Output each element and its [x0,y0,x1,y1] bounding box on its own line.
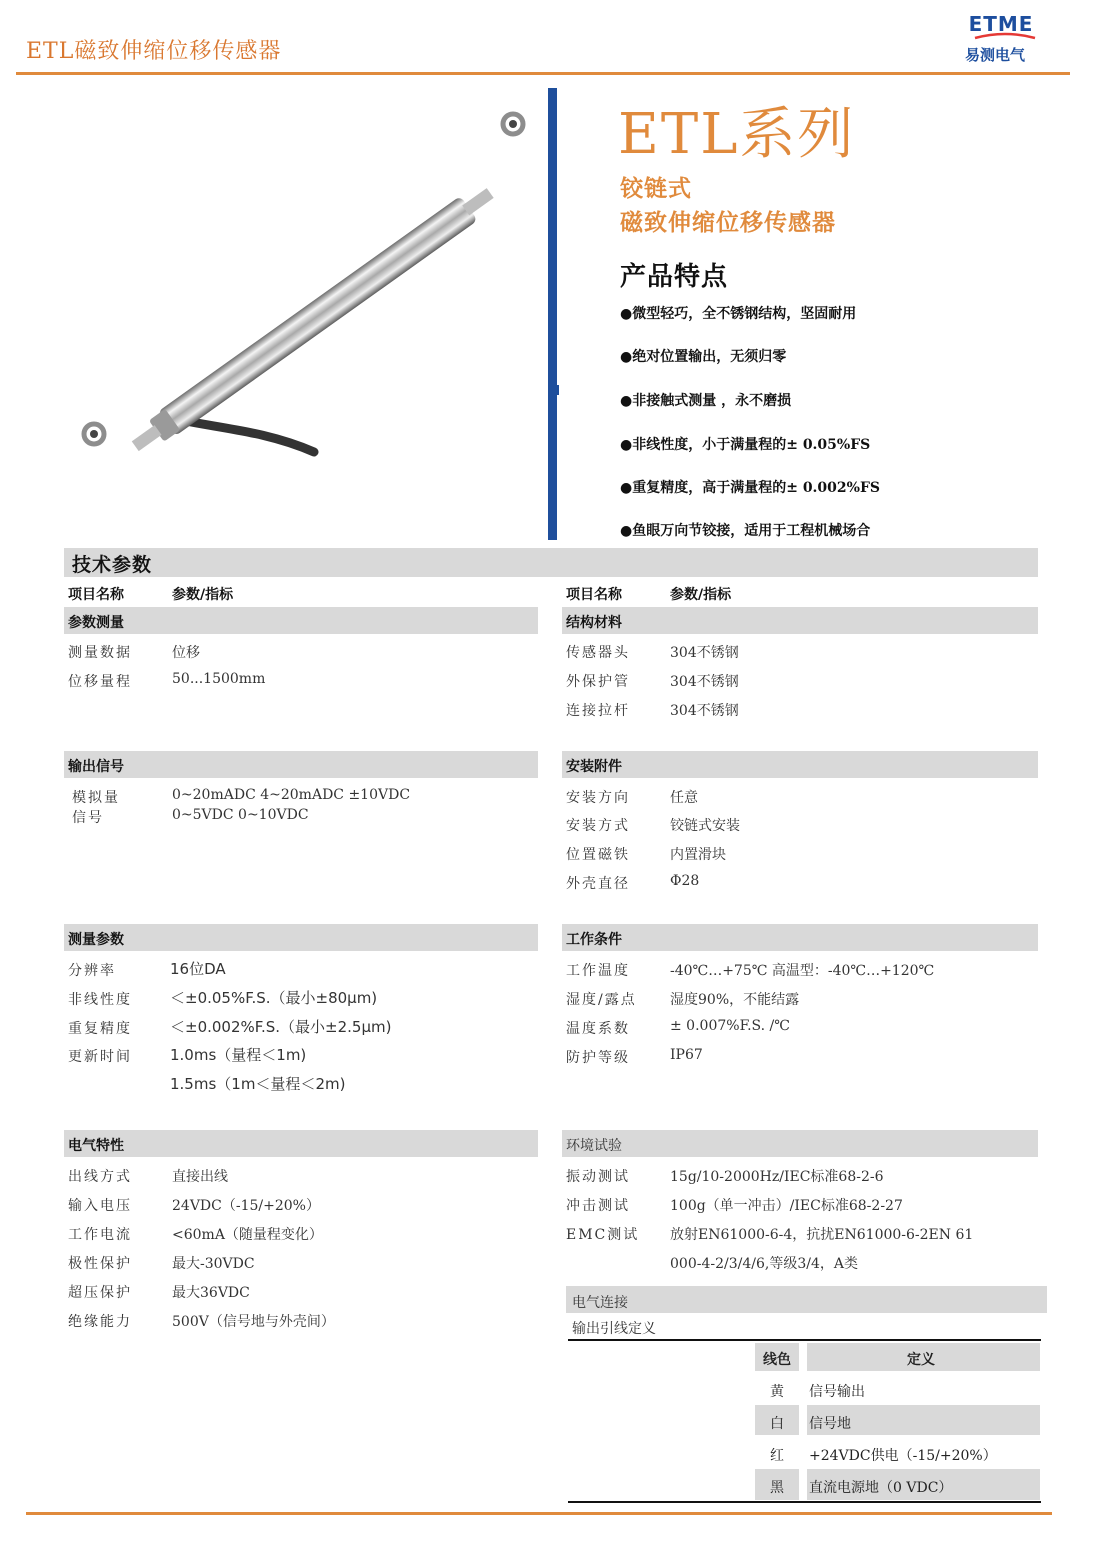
col-header-param: 参数/指标 [670,587,732,603]
accent-tick [556,385,559,395]
group-header-electrical: 电气特性 [64,1130,538,1157]
wire-color: 黑 [770,1480,784,1496]
feature-item: ●绝对位置输出，无须归零 [620,349,787,365]
company-logo [965,12,1055,70]
wiring-band [566,1286,1047,1313]
group-header-environment: 环境试验 [562,1130,1038,1157]
group-header-measurement: 参数测量 [64,607,538,634]
param-key: 非线性度 [68,992,132,1008]
param-value: 500V（信号地与外壳间） [172,1314,335,1330]
param-key: 绝缘能力 [68,1314,132,1330]
param-value: 16位DA [170,960,226,978]
param-key: 输入电压 [68,1198,132,1214]
param-value: 最大-30VDC [172,1256,255,1272]
col-header-param: 参数/指标 [172,587,234,603]
wiring-col-color: 线色 [763,1352,791,1368]
param-value: <60mA（随量程变化） [172,1227,323,1243]
series-title: ETL系列 [618,102,856,167]
param-value: 湿度90%，不能结露 [670,992,800,1008]
logo-wordmark: ETME [968,12,1034,36]
param-value: 1.0ms（量程＜1m) [170,1046,307,1064]
param-key: 外壳直径 [566,876,630,892]
param-key: 工作温度 [566,963,630,979]
param-value: 304不锈钢 [670,703,739,719]
feature-item: ●微型轻巧，全不锈钢结构，坚固耐用 [620,306,857,322]
wire-definition: 直流电源地（0 VDC） [809,1480,953,1496]
param-key: 超压保护 [68,1285,132,1301]
feature-item: ●鱼眼万向节铰接，适用于工程机械场合 [620,523,871,539]
param-key: 位移量程 [68,674,132,690]
group-header-meas-params: 测量参数 [64,924,538,951]
param-value: 1.5ms（1m＜量程＜2m) [170,1075,346,1093]
accent-vertical-bar [548,88,557,540]
wiring-subtitle: 输出引线定义 [572,1321,656,1337]
param-value: ＜±0.05%F.S.（最小±80μm) [170,989,378,1007]
param-key: 安装方式 [566,818,630,834]
param-value: 0~5VDC 0~10VDC [172,807,309,823]
wiring-table-bottom-rule [568,1501,1041,1503]
group-header-install: 安装附件 [562,751,1038,778]
param-key: 更新时间 [68,1049,132,1065]
wire-color: 红 [770,1448,784,1464]
param-value: 位移 [172,645,200,661]
param-key: 冲击测试 [566,1198,630,1214]
param-key: 分辨率 [68,963,116,979]
col-header-item: 项目名称 [68,587,124,603]
document-title: ETL磁致伸缩位移传感器 [26,39,282,64]
param-value: 000-4-2/3/4/6,等级3/4，A类 [670,1256,858,1272]
param-key: 极性保护 [68,1256,132,1272]
param-value: 24VDC（-15/+20%） [172,1198,320,1214]
group-header-conditions: 工作条件 [562,924,1038,951]
param-key: 模拟量 [72,790,120,806]
logo-chinese-name: 易测电气 [965,46,1026,64]
wire-definition: +24VDC供电（-15/+20%） [809,1448,997,1464]
param-key: 外保护管 [566,674,630,690]
param-value: 最大36VDC [172,1285,250,1301]
param-value: 直接出线 [172,1169,228,1185]
features-heading: 产品特点 [620,262,729,292]
wiring-title: 电气连接 [572,1295,628,1311]
param-key: 安装方向 [566,790,630,806]
feature-item: ●非线性度，小于满量程的± 0.05%FS [620,437,871,453]
param-key: EMC测试 [566,1227,640,1243]
param-value: 50...1500mm [172,671,266,687]
param-key: 测量数据 [68,645,132,661]
param-key: 传感器头 [566,645,630,661]
wiring-table-top-rule [568,1339,1041,1341]
subtitle-product-name: 磁致伸缩位移传感器 [620,209,836,236]
product-photo [64,90,540,474]
param-value: ＜±0.002%F.S.（最小±2.5μm) [170,1018,392,1036]
param-key: 振动测试 [566,1169,630,1185]
param-key: 信号 [72,810,104,826]
param-key: 重复精度 [68,1021,132,1037]
param-value: 任意 [670,790,698,806]
param-value: 304不锈钢 [670,645,739,661]
param-value: 放射EN61000-6-4，抗扰EN61000-6-2EN 61 [670,1227,974,1243]
param-key: 工作电流 [68,1227,132,1243]
param-key: 湿度/露点 [566,992,637,1008]
param-key: 位置磁铁 [566,847,630,863]
param-value: 内置滑块 [670,847,726,863]
param-value: 铰链式安装 [670,818,740,834]
wire-definition: 信号输出 [809,1384,865,1400]
param-value: ± 0.007%F.S. /℃ [670,1018,790,1034]
header-divider [16,72,1070,75]
col-header-item: 项目名称 [566,587,622,603]
wire-color: 白 [770,1416,784,1432]
group-header-material: 结构材料 [562,607,1038,634]
param-value: -40℃…+75℃ 高温型：-40℃…+120℃ [670,963,935,979]
tech-params-title: 技术参数 [72,554,153,576]
wire-color: 黄 [770,1384,784,1400]
subtitle-hinge-type: 铰链式 [620,175,692,202]
param-key: 连接拉杆 [566,703,630,719]
param-key: 出线方式 [68,1169,132,1185]
param-value: Φ28 [670,873,700,889]
logo-swoosh-icon [973,32,1037,42]
param-value: 15g/10-2000Hz/IEC标准68-2-6 [670,1169,884,1185]
param-value: 100g（单一冲击）/IEC标准68-2-27 [670,1198,903,1214]
feature-item: ●重复精度，高于满量程的± 0.002%FS [620,480,881,496]
param-value: 304不锈钢 [670,674,739,690]
param-key: 温度系数 [566,1021,630,1037]
tech-params-band [64,548,1038,577]
param-value: IP67 [670,1047,703,1063]
param-key: 防护等级 [566,1050,630,1066]
wire-definition: 信号地 [809,1416,851,1432]
param-value: 0~20mADC 4~20mADC ±10VDC [172,787,411,803]
feature-item: ●非接触式测量 ，永不磨损 [620,393,792,409]
group-header-output: 输出信号 [64,751,538,778]
footer-divider [26,1512,1052,1515]
wiring-col-def: 定义 [907,1352,935,1368]
